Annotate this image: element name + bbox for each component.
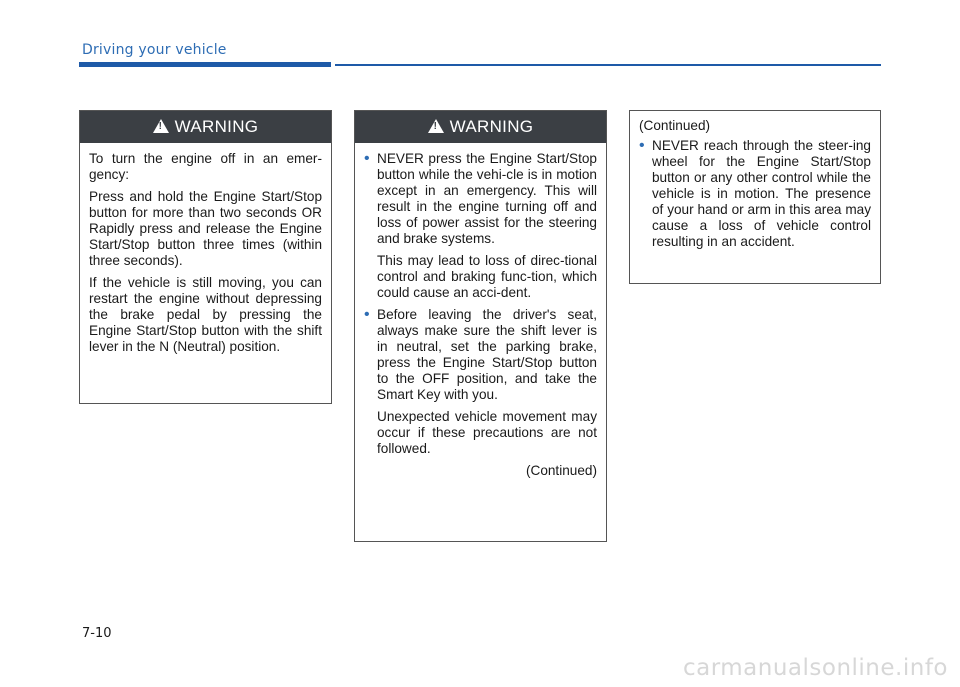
watermark: carmanualsonline.info — [682, 655, 948, 681]
warning-box-engine-start-stop — [354, 110, 607, 542]
warning-box-engine-off — [79, 110, 332, 404]
warning-box-continued — [629, 110, 881, 284]
warning-triangle-icon — [153, 119, 169, 133]
header-rule-thick — [79, 62, 331, 67]
bullet-item: • NEVER press the Engine Start/Stop button while the vehi-cle is in motion except in an emergency. This will result in the engine turning off and loss of power assist for the steering and brake systems. — [364, 151, 597, 247]
continued-label: (Continued) — [639, 118, 711, 133]
bullet-note: This may lead to loss of direc-tional control and braking func-tion, which could cause an acci-dent. — [377, 253, 597, 300]
warning-heading: WARNING — [174, 117, 259, 136]
section-title: Driving your vehicle — [82, 42, 227, 58]
page-number: 7-10 — [82, 626, 112, 641]
paragraph: To turn the engine off in an emer-gency: — [89, 151, 322, 182]
warning-header — [355, 111, 606, 143]
warning-content — [355, 143, 606, 489]
warning-triangle-icon — [428, 119, 444, 133]
continued-label: (Continued) — [525, 463, 597, 478]
bullet-item: • NEVER reach through the steer-ing wheel for the Engine Start/Stop button or any other control while the vehicle is in motion. The presence of your hand or arm in this area may cause a loss of vehicle control resulting in an accident. — [639, 138, 871, 250]
warning-content — [80, 143, 331, 365]
bullet-note: Unexpected vehicle movement may occur if these precautions are not followed. — [377, 409, 597, 456]
warning-header — [80, 111, 331, 143]
bullet-item: • Before leaving the driver's seat, always make sure the shift lever is in neutral, set the parking brake, press the Engine Start/Stop button to the OFF position, and take the Smart Key with you. — [364, 307, 597, 403]
warning-content — [630, 111, 880, 260]
header-rule-thin — [335, 64, 881, 66]
warning-heading: WARNING — [449, 117, 534, 136]
paragraph: Press and hold the Engine Start/Stop button for more than two seconds OR Rapidly press and release the Engine Start/Stop button three times (within three seconds). — [89, 189, 322, 268]
paragraph: If the vehicle is still moving, you can restart the engine without depressing the brake pedal by pressing the Engine Start/Stop button with the shift lever in the N (Neutral) position. — [89, 275, 322, 354]
